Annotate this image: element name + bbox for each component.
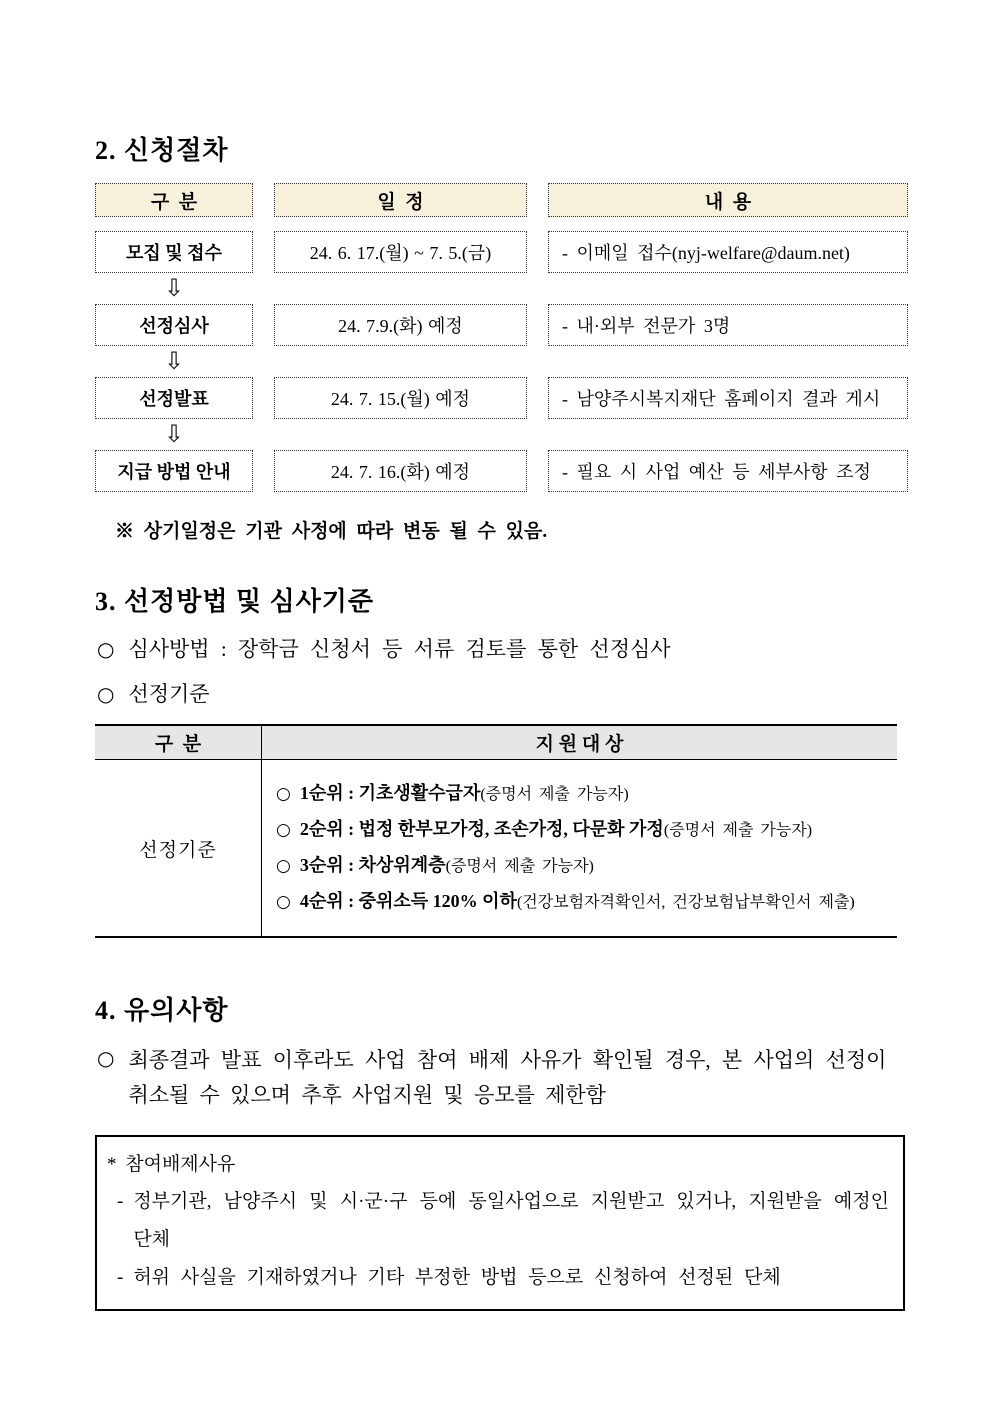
circle-bullet-icon: ○	[276, 892, 291, 912]
criteria-item-bold: 1순위 : 기초생활수급자	[299, 783, 481, 803]
criteria-item-note: (증명서 제출 가능자)	[663, 822, 813, 839]
process-step-label: 선정발표	[95, 377, 253, 419]
criteria-item-bold: 4순위 : 중위소득 120% 이하	[299, 891, 517, 911]
header-cell-content: 내 용	[548, 183, 908, 217]
process-step-label: 지급 방법 안내	[95, 450, 253, 492]
header-cell-schedule: 일 정	[274, 183, 527, 217]
circle-bullet-icon: ○	[97, 1046, 115, 1070]
dash-bullet-icon: -	[117, 1191, 124, 1212]
review-method-line	[97, 634, 908, 664]
process-step-content: - 남양주시복지재단 홈페이지 결과 게시	[548, 377, 908, 419]
schedule-change-note: ※ 상기일정은 기관 사정에 따라 변동 될 수 있음.	[115, 521, 548, 542]
criteria-item-bold: 2순위 : 법정 한부모가정, 조손가정, 다문화 가정	[299, 819, 664, 839]
exclusion-item-text: 정부기관, 남양주시 및 시·군·구 등에 동일사업으로 지원받고 있거나, 지원받을 예정인 단체	[133, 1191, 889, 1250]
selection-criteria-line	[97, 679, 908, 709]
application-process-table	[95, 183, 908, 492]
down-arrow-icon: ⇩	[163, 347, 185, 375]
criteria-item-note: (건강보험자격확인서, 건강보험납부확인서 제출)	[516, 894, 855, 911]
criteria-table-header-row	[95, 726, 897, 760]
criteria-items-list	[262, 760, 897, 936]
process-step-schedule: 24. 7.9.(화) 예정	[274, 304, 527, 346]
header-cell-category: 구 분	[95, 183, 253, 217]
section-2-title: 2. 신청절차	[95, 136, 229, 165]
dash-bullet-icon: -	[117, 1267, 124, 1288]
process-step-schedule: 24. 7. 16.(화) 예정	[274, 450, 527, 492]
circle-bullet-icon: ○	[276, 784, 291, 804]
process-row-announcement	[95, 377, 908, 419]
review-method-text: 심사방법 : 장학금 신청서 등 서류 검토를 통한 선정심사	[128, 637, 671, 661]
criteria-table-body-row	[95, 760, 897, 936]
process-step-schedule: 24. 6. 17.(월) ~ 7. 5.(금)	[274, 231, 527, 273]
process-table-header-row	[95, 183, 908, 217]
criteria-row-label: 선정기준	[95, 760, 262, 936]
criteria-item-note: (증명서 제출 가능자)	[480, 786, 629, 803]
process-step-content: - 필요 시 사업 예산 등 세부사항 조정	[548, 450, 908, 492]
exclusion-item-text: 허위 사실을 기재하였거나 기타 부정한 방법 등으로 신청하여 선정된 단체	[133, 1267, 781, 1288]
flow-arrow-row	[95, 419, 908, 450]
process-row-review	[95, 304, 908, 346]
exclusion-item-duplicate-funding	[117, 1183, 889, 1259]
flow-arrow-row	[95, 273, 908, 304]
criteria-table	[95, 724, 897, 938]
criteria-item-priority1	[276, 776, 897, 812]
section-4-title: 4. 유의사항	[95, 996, 229, 1025]
circle-bullet-icon: ○	[97, 682, 115, 706]
exclusion-box-title: * 참여배제사유	[107, 1154, 236, 1175]
process-row-payment-guide	[95, 450, 908, 492]
down-arrow-icon: ⇩	[163, 274, 185, 302]
process-row-recruitment	[95, 231, 908, 273]
selection-criteria-text: 선정기준	[128, 682, 210, 706]
exclusion-reasons-box	[95, 1135, 905, 1311]
circle-bullet-icon: ○	[276, 856, 291, 876]
criteria-header-category: 구 분	[95, 726, 262, 759]
section-3-title: 3. 선정방법 및 심사기준	[95, 587, 375, 616]
criteria-item-priority2	[276, 812, 897, 848]
flow-arrow-row	[95, 346, 908, 377]
process-step-schedule: 24. 7. 15.(월) 예정	[274, 377, 527, 419]
process-step-label: 선정심사	[95, 304, 253, 346]
process-step-label: 모집 및 접수	[95, 231, 253, 273]
exclusion-item-false-statement	[117, 1259, 889, 1297]
criteria-item-bold: 3순위 : 차상위계층	[299, 855, 446, 875]
criteria-item-priority4	[276, 884, 897, 920]
circle-bullet-icon: ○	[97, 637, 115, 661]
circle-bullet-icon: ○	[276, 820, 291, 840]
caution-paragraph	[97, 1043, 908, 1113]
caution-paragraph-text: 최종결과 발표 이후라도 사업 참여 배제 사유가 확인될 경우, 본 사업의 선정이 취소될 수 있으며 추후 사업지원 및 응모를 제한함	[128, 1048, 887, 1107]
criteria-item-priority3	[276, 848, 897, 884]
criteria-header-target: 지 원 대 상	[535, 734, 624, 755]
process-step-content: - 이메일 접수(nyj-welfare@daum.net)	[548, 231, 908, 273]
process-step-content: - 내·외부 전문가 3명	[548, 304, 908, 346]
down-arrow-icon: ⇩	[163, 420, 185, 448]
criteria-item-note: (증명서 제출 가능자)	[445, 858, 594, 875]
